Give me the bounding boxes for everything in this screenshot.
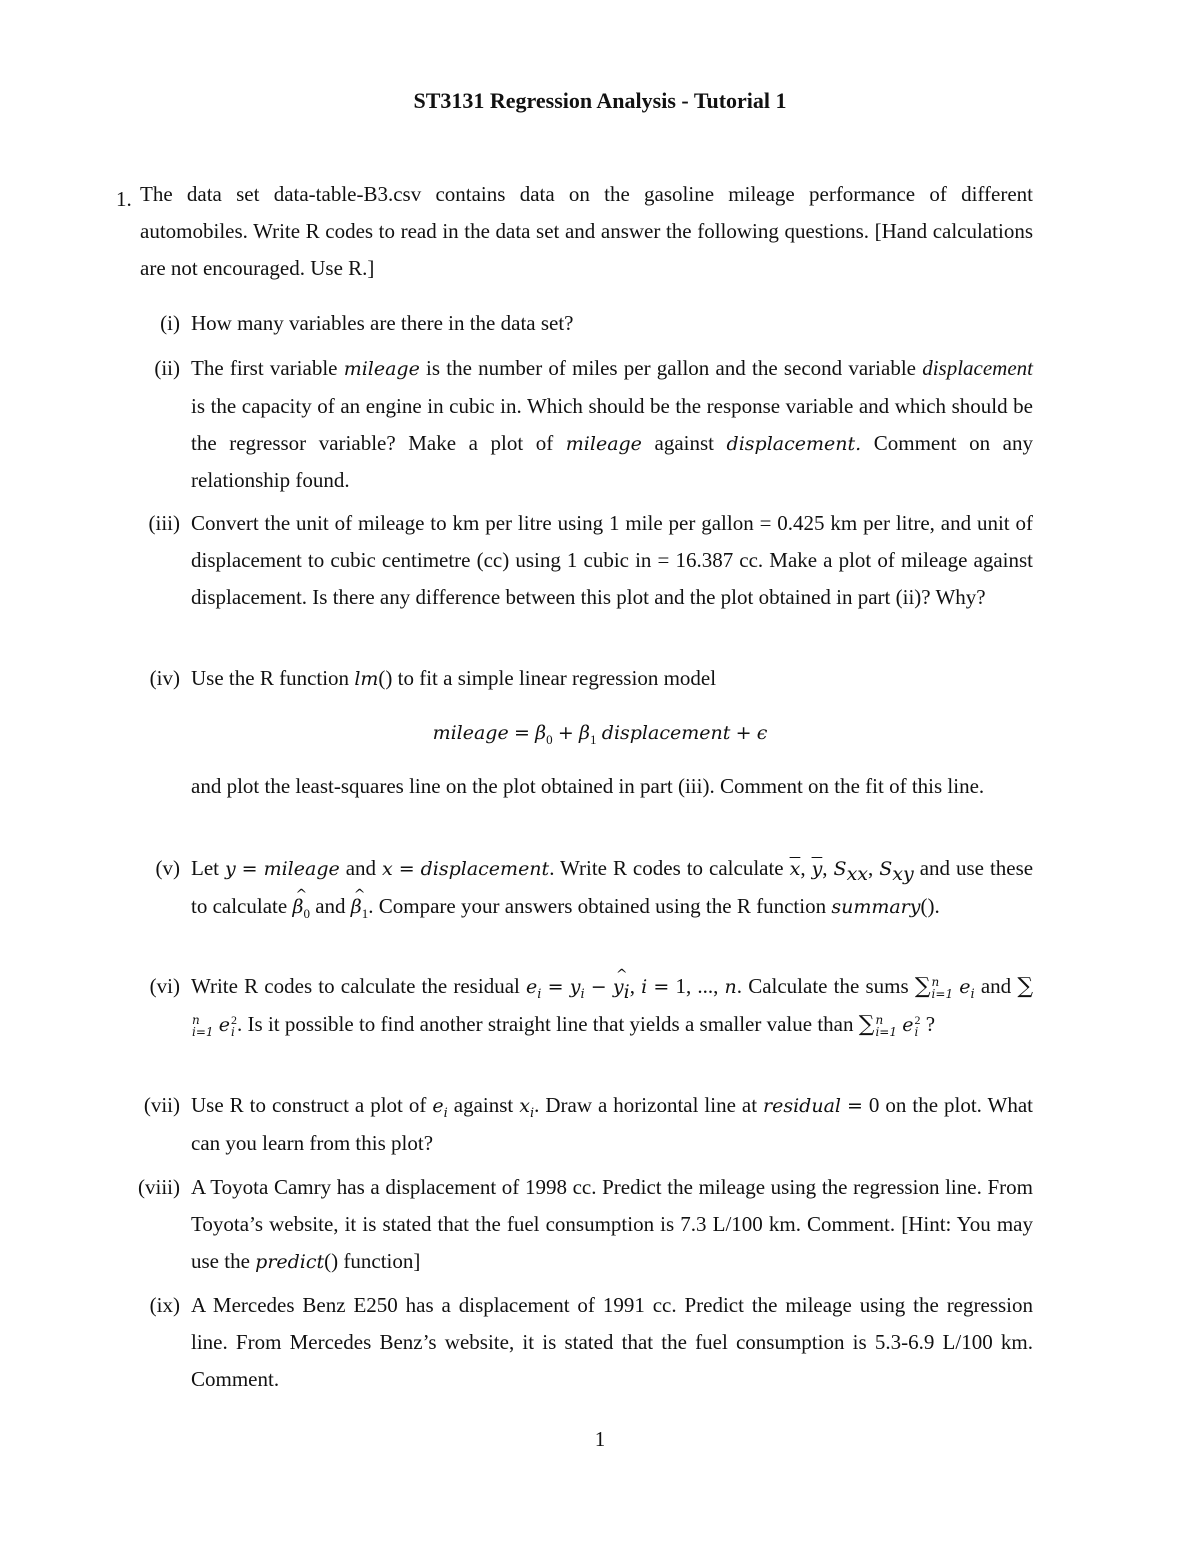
part-text-v: Let y = mileage and x = displacement. Write R codes to calculate $\overline{x}$, $\overline{y}$, $S_{xx}$, $S_{xy}$ and use these to calculate ^ $\beta_0$ and ^ $\beta_1$. Compare your answers obtained using the R function summary(). — [191, 850, 1033, 926]
part-label-ix: (ix) — [149, 1293, 180, 1317]
part-text-ii: The first variable mileage is the number of miles per gallon and the second variable displacement is the capacity of an engine in cubic in. Which should be the response variable and which should be the regressor variable? Make a plot of mileage against displacement. Comment on any relationship found. — [191, 356, 1033, 493]
page-title: ST3131 Regression Analysis - Tutorial 1 — [413, 88, 787, 113]
regression-equation: mileage = $\beta_0 + \beta_1$ displacement + ϵ — [432, 722, 768, 748]
part-text-viii: A Toyota Camry has a displacement of 1998 cc. Predict the mileage using the regression line. From Toyota’s website, it is stated that the fuel consumption is 7.3 L/100 km. Comment. [Hint: You may use the predict() function] — [191, 1175, 1033, 1273]
part-text-iii: Convert the unit of mileage to km per litre using 1 mile per gallon = 0.425 km per litre, and unit of displacement to cubic centimetre (cc) using 1 cubic in = 16.387 cc. Make a plot of mileage against displacement. Is there any difference between this plot and the plot obtained in part (ii)? Why? — [191, 511, 1033, 609]
part-label-viii: (viii) — [138, 1175, 180, 1199]
var-mileage: mileage — [343, 358, 420, 380]
part-label-vii: (vii) — [143, 1093, 180, 1117]
part-label-i: (i) — [160, 311, 180, 335]
part-text-iv: Use the R function lm() to fit a simple linear regression model — [191, 666, 717, 690]
part-label-iii: (iii) — [148, 511, 180, 535]
part-label-iv: (iv) — [149, 666, 180, 690]
part-text-ix: A Mercedes Benz E250 has a displacement of 1991 cc. Predict the mileage using the regression line. From Mercedes Benz’s website, it is stated that the fuel consumption is 5.3-6.9 L/100 km. Comment. — [191, 1293, 1033, 1391]
part-text-i: How many variables are there in the data set? — [191, 311, 574, 335]
question-intro: The data set data-table-B3.csv contains data on the gasoline mileage performance of different automobiles. Write R codes to read in the data set and answer the following questions. [Hand calculations are not encouraged. Use R.] — [140, 182, 1033, 280]
part-label-v: (v) — [155, 856, 180, 880]
part-text-iv-after: and plot the least-squares line on the plot obtained in part (iii). Comment on the fit of this line. — [191, 774, 985, 798]
part-label-vi: (vi) — [149, 974, 180, 998]
part-text-vi: Write R codes to calculate the residual $e_i = y_i$ − ^ $y_i$, i = 1, ..., n. Calculate the sums ∑ n i=1 $e_i$ and ∑ n i=1 e 2 i . Is it possible to find another straight line that yields a smaller value than ∑ n i=1 e 2 i ? — [191, 968, 1033, 1044]
page-number: 1 — [594, 1427, 606, 1451]
var-displacement: displacement — [922, 356, 1033, 380]
part-text-vii: Use R to construct a plot of $e_i$ against $x_i$. Draw a horizontal line at residual = 0 on the plot. What can you learn from this plot? — [191, 1093, 1033, 1155]
part-label-ii: (ii) — [154, 356, 180, 380]
question-number: 1. — [116, 187, 132, 211]
